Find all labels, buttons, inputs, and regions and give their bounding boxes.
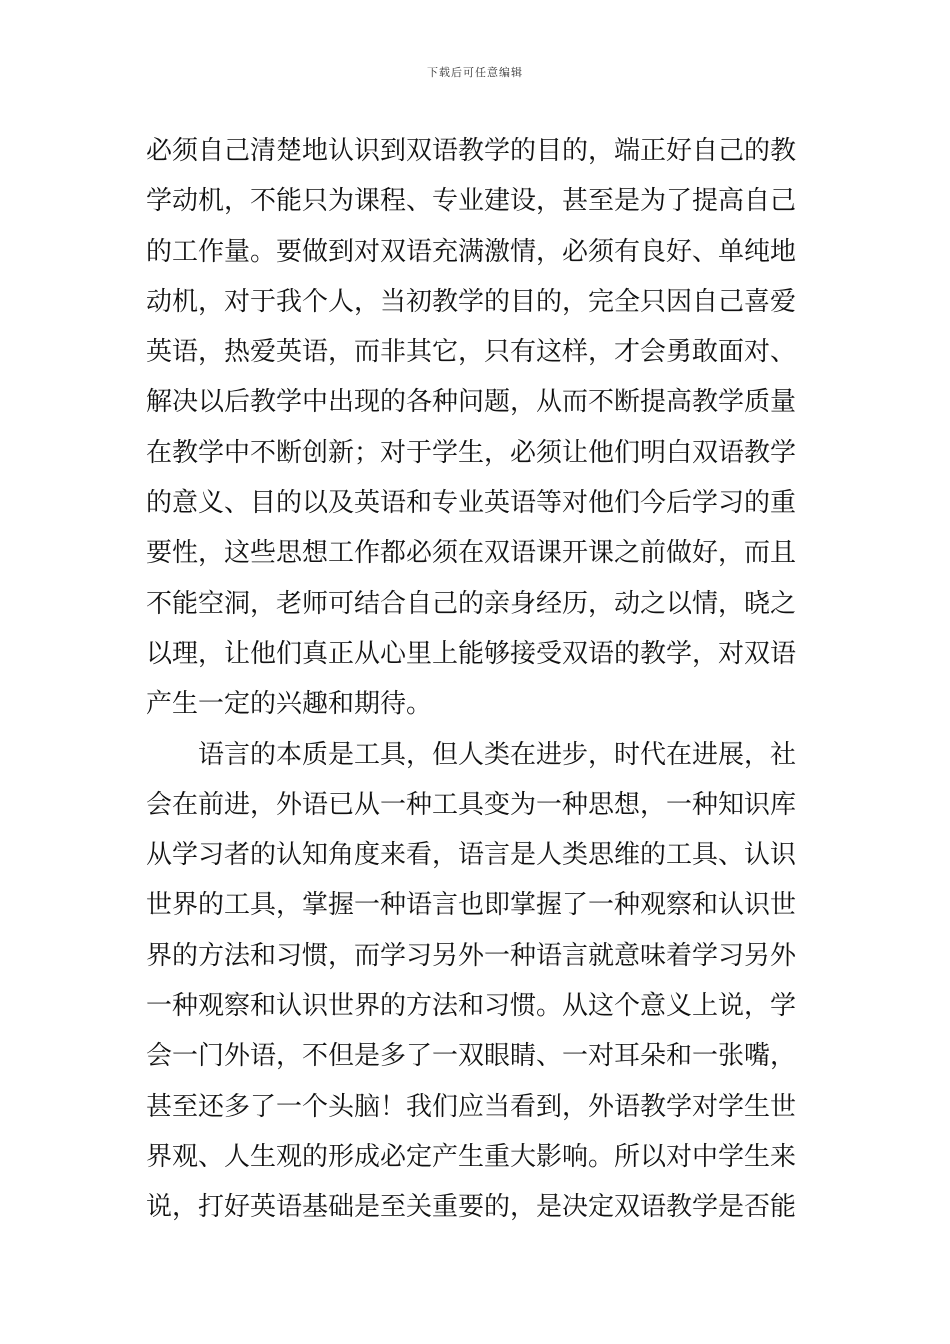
text-line: 以理，让他们真正从心里上能够接受双语的教学，对双语 bbox=[146, 638, 797, 669]
text-line: 一种观察和认识世界的方法和习惯。从这个意义上说，学 bbox=[146, 991, 797, 1022]
text-line: 产生一定的兴趣和期待。 bbox=[146, 689, 433, 720]
text-line: 界的方法和习惯，而学习另外一种语言就意味着学习另外 bbox=[146, 940, 797, 971]
text-line: 学动机，不能只为课程、专业建设，甚至是为了提高自己 bbox=[146, 186, 797, 217]
document-body bbox=[146, 126, 811, 1233]
text-line: 界观、人生观的形成必定产生重大影响。所以对中学生来 bbox=[146, 1141, 797, 1172]
text-line: 的工作量。要做到对双语充满激情，必须有良好、单纯地 bbox=[146, 236, 797, 267]
text-line: 不能空洞，老师可结合自己的亲身经历，动之以情，晓之 bbox=[146, 588, 797, 619]
text-line: 要性，这些思想工作都必须在双语课开课之前做好，而且 bbox=[146, 538, 797, 569]
text-line: 从学习者的认知角度来看，语言是人类思维的工具、认识 bbox=[146, 840, 797, 871]
header-note: 下载后可任意编辑 bbox=[427, 66, 523, 79]
text-line: 甚至还多了一个头脑！我们应当看到，外语教学对学生世 bbox=[146, 1091, 797, 1122]
text-line: 的意义、目的以及英语和专业英语等对他们今后学习的重 bbox=[146, 488, 797, 519]
paragraph-start-line: 语言的本质是工具，但人类在进步，时代在进展，社 bbox=[198, 739, 797, 770]
text-line: 世界的工具，掌握一种语言也即掌握了一种观察和认识世 bbox=[146, 890, 797, 921]
text-line: 会一门外语，不但是多了一双眼睛、一对耳朵和一张嘴， bbox=[146, 1041, 797, 1072]
text-line: 在教学中不断创新；对于学生，必须让他们明白双语教学 bbox=[146, 437, 797, 468]
text-line: 解决以后教学中出现的各种问题，从而不断提高教学质量 bbox=[146, 387, 797, 418]
text-line: 必须自己清楚地认识到双语教学的目的，端正好自己的教 bbox=[146, 136, 797, 166]
text-line: 说，打好英语基础是至关重要的，是决定双语教学是否能 bbox=[146, 1192, 797, 1223]
text-line: 会在前进，外语已从一种工具变为一种思想，一种知识库 bbox=[146, 789, 797, 820]
text-line: 动机，对于我个人，当初教学的目的，完全只因自己喜爱 bbox=[146, 286, 797, 317]
text-line: 英语，热爱英语，而非其它，只有这样，才会勇敢面对、 bbox=[146, 337, 797, 368]
